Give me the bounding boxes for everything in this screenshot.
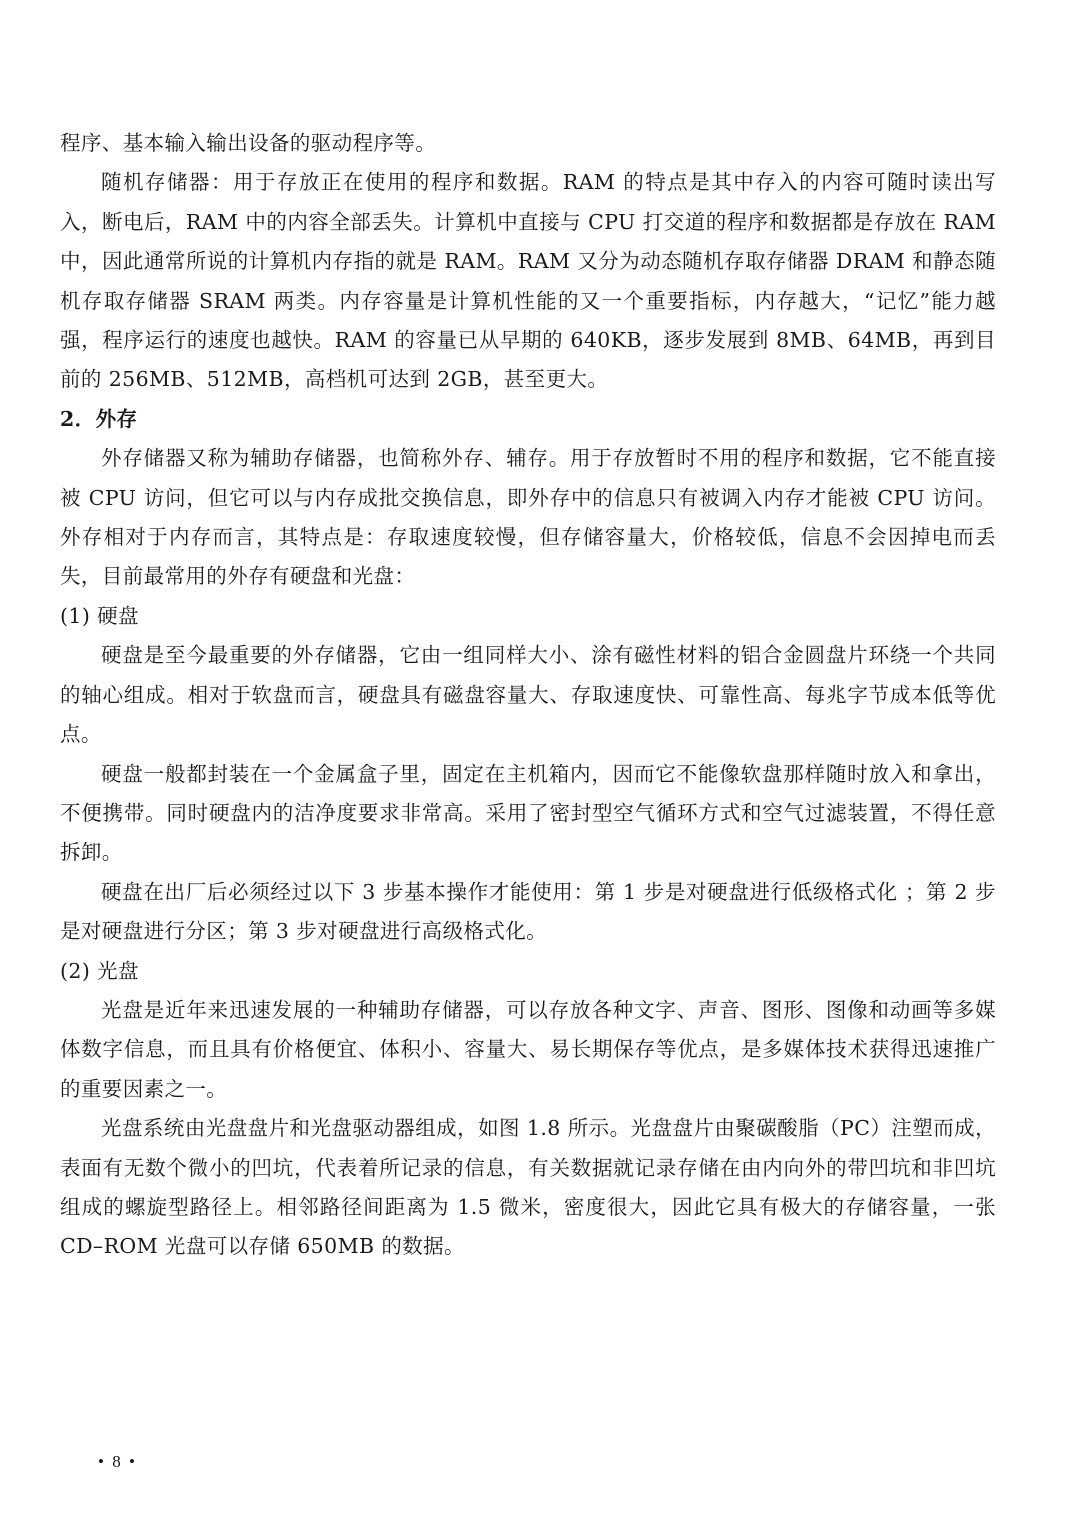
page-body <box>60 124 996 1267</box>
list-item-hard-disk-label: (1) 硬盘 <box>60 603 139 628</box>
hard-disk-paragraph-1: 硬盘是至今最重要的外存储器，它由一组同样大小、涂有磁性材料的铝合金圆盘片环绕一个共同的轴心组成。相对于软盘而言，硬盘具有磁盘容量大、存取速度快、可靠性高、每兆字节成本低等优点。 <box>60 643 996 747</box>
hard-disk-paragraph-3: 硬盘在出厂后必须经过以下 3 步基本操作才能使用：第 1 步是对硬盘进行低级格式化 ；第 2 步是对硬盘进行分区；第 3 步对硬盘进行高级格式化。 <box>60 879 996 944</box>
page-number: • 8 • <box>98 1452 137 1471</box>
hard-disk-paragraph-2: 硬盘一般都封装在一个金属盒子里，固定在主机箱内，因而它不能像软盘那样随时放入和拿出，不便携带。同时硬盘内的洁净度要求非常高。采用了密封型空气循环方式和空气过滤装置，不得任意拆卸。 <box>60 761 996 865</box>
section-heading-external-storage: 2．外存 <box>60 406 138 431</box>
ram-paragraph: 随机存储器：用于存放正在使用的程序和数据。RAM 的特点是其中存入的内容可随时读出写入，断电后，RAM 中的内容全部丢失。计算机中直接与 CPU 打交道的程序和数据都是存放在 RAM 中，因此通常所说的计算机内存指的就是 RAM。RAM 又分为动态随机存取存储器 DRAM 和静态随机存取存储器 SRAM 两类。内存容量是计算机性能的又一个重要指标，内存越大，“记忆”能力越强，程序运行的速度也越快。RAM 的容量已从早期的 640KB，逐步发展到 8MB、64MB，再到目前的 256MB、512MB，高档机可达到 2GB，甚至更大。 <box>60 170 996 392</box>
continuation-text: 程序、基本输入输出设备的驱动程序等。 <box>60 131 437 155</box>
external-storage-paragraph: 外存储器又称为辅助存储器，也简称外存、辅存。用于存放暂时不用的程序和数据，它不能直接被 CPU 访问，但它可以与内存成批交换信息，即外存中的信息只有被调入内存才能被 CPU 访问。外存相对于内存而言，其特点是：存取速度较慢，但存储容量大，价格较低，信息不会因掉电而丢失，目前最常用的外存有硬盘和光盘： <box>60 446 996 589</box>
list-item-optical-disk-label: (2) 光盘 <box>60 958 139 983</box>
optical-disk-paragraph-2: 光盘系统由光盘盘片和光盘驱动器组成，如图 1.8 所示。光盘盘片由聚碳酸脂（PC）注塑而成，表面有无数个微小的凹坑，代表着所记录的信息，有关数据就记录存储在由内向外的带凹坑和非凹坑组成的螺旋型路径上。相邻路径间距离为 1.5 微米，密度很大，因此它具有极大的存储容量，一张 CD–ROM 光盘可以存储 650MB 的数据。 <box>60 1116 996 1259</box>
optical-disk-paragraph-1: 光盘是近年来迅速发展的一种辅助存储器，可以存放各种文字、声音、图形、图像和动画等多媒体数字信息，而且具有价格便宜、体积小、容量大、易长期保存等优点，是多媒体技术获得迅速推广的重要因素之一。 <box>60 997 996 1101</box>
